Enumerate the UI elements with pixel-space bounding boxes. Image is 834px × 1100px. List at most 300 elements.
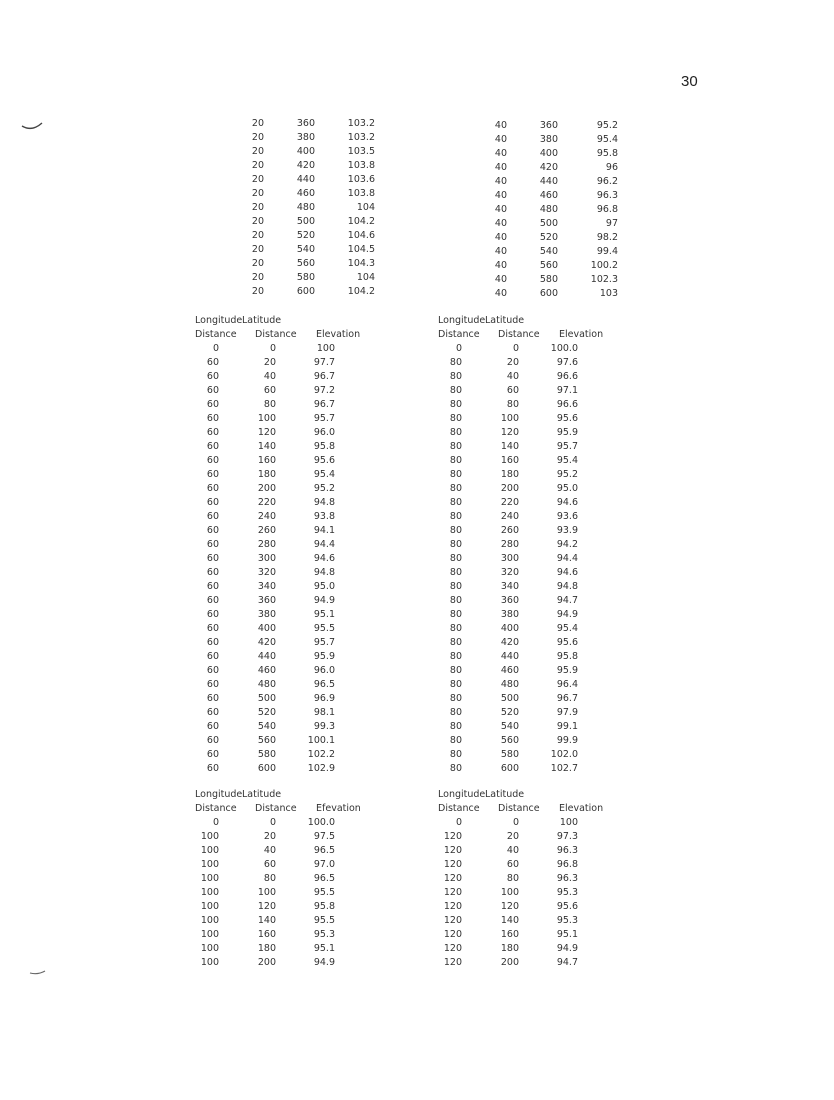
elevation-cell: 97.5 xyxy=(313,831,335,842)
elevation-cell: 97.6 xyxy=(556,357,578,368)
elevation-cell: 95.7 xyxy=(313,637,335,648)
latitude-distance-header: Distance xyxy=(255,329,297,340)
longitude-distance-cell: 20 xyxy=(251,118,264,129)
latitude-distance-cell: 120 xyxy=(500,427,519,438)
elevation-cell: 95.1 xyxy=(556,929,578,940)
longitude-distance-cell: 60 xyxy=(206,609,219,620)
elevation-cell: 103.2 xyxy=(347,132,375,143)
elevation-cell: 96.9 xyxy=(313,693,335,704)
table-row xyxy=(210,257,385,271)
elevation-header: Elevation xyxy=(559,329,604,340)
longitude-distance-cell: 80 xyxy=(449,441,462,452)
table-row xyxy=(438,356,628,370)
longitude-distance-cell: 60 xyxy=(206,553,219,564)
elevation-cell: 103.6 xyxy=(347,174,375,185)
elevation-cell: 96 xyxy=(605,162,618,173)
longitude-distance-cell: 60 xyxy=(206,567,219,578)
longitude-distance-cell: 80 xyxy=(449,399,462,410)
elevation-cell: 97 xyxy=(605,218,618,229)
table-row xyxy=(438,650,628,664)
latitude-distance-cell: 600 xyxy=(500,763,519,774)
latitude-distance-cell: 440 xyxy=(539,176,558,187)
elevation-cell: 95.1 xyxy=(313,609,335,620)
longitude-distance-cell: 80 xyxy=(449,679,462,690)
latitude-distance-cell: 360 xyxy=(257,595,276,606)
longitude-distance-cell: 120 xyxy=(443,859,462,870)
scan-mark-top xyxy=(20,120,44,132)
table-row xyxy=(438,412,628,426)
latitude-distance-cell: 560 xyxy=(500,735,519,746)
latitude-distance-cell: 540 xyxy=(539,246,558,257)
longitude-distance-cell: 80 xyxy=(449,385,462,396)
longitude-distance-cell: 40 xyxy=(494,260,507,271)
elevation-cell: 96.5 xyxy=(313,679,335,690)
longitude-distance-cell: 20 xyxy=(251,244,264,255)
longitude-distance-cell: 60 xyxy=(206,749,219,760)
table-row xyxy=(195,858,385,872)
elevation-cell: 96.8 xyxy=(556,859,578,870)
latitude-distance-cell: 60 xyxy=(506,859,519,870)
table-row xyxy=(195,650,385,664)
elevation-cell: 95.1 xyxy=(313,943,335,954)
elevation-cell: 96.7 xyxy=(313,399,335,410)
latitude-header: Latitude xyxy=(485,315,525,326)
data-block-bottom-left xyxy=(195,788,385,970)
longitude-distance-cell: 120 xyxy=(443,957,462,968)
longitude-distance-cell: 0 xyxy=(455,817,462,828)
data-block-top-right xyxy=(453,119,628,301)
table-row xyxy=(210,285,385,299)
table-row xyxy=(195,496,385,510)
elevation-cell: 97.2 xyxy=(313,385,335,396)
table-row xyxy=(195,398,385,412)
table-row xyxy=(453,189,628,203)
longitude-distance-cell: 80 xyxy=(449,371,462,382)
longitude-header: Longitude xyxy=(195,315,243,326)
table-row xyxy=(438,426,628,440)
longitude-distance-cell: 60 xyxy=(206,763,219,774)
longitude-distance-header: Distance xyxy=(195,329,237,340)
elevation-cell: 103.5 xyxy=(347,146,375,157)
latitude-distance-cell: 400 xyxy=(500,623,519,634)
table-row xyxy=(210,201,385,215)
elevation-cell: 94.4 xyxy=(556,553,578,564)
table-row xyxy=(438,928,628,942)
elevation-cell: 95.0 xyxy=(313,581,335,592)
column-headers xyxy=(438,788,628,816)
table-row xyxy=(438,510,628,524)
table-row xyxy=(195,580,385,594)
latitude-distance-cell: 200 xyxy=(257,957,276,968)
latitude-distance-cell: 100 xyxy=(500,413,519,424)
table-row xyxy=(210,159,385,173)
latitude-distance-cell: 160 xyxy=(500,455,519,466)
latitude-distance-cell: 140 xyxy=(500,915,519,926)
table-row xyxy=(438,816,628,830)
longitude-distance-cell: 40 xyxy=(494,190,507,201)
elevation-cell: 95.6 xyxy=(556,637,578,648)
latitude-distance-cell: 40 xyxy=(263,371,276,382)
elevation-cell: 96.0 xyxy=(313,665,335,676)
latitude-distance-cell: 500 xyxy=(296,216,315,227)
table-row xyxy=(210,215,385,229)
elevation-cell: 100 xyxy=(559,817,578,828)
latitude-distance-cell: 40 xyxy=(263,845,276,856)
table-row xyxy=(438,398,628,412)
longitude-distance-cell: 60 xyxy=(206,665,219,676)
elevation-cell: 95.8 xyxy=(313,441,335,452)
latitude-distance-cell: 300 xyxy=(500,553,519,564)
latitude-distance-cell: 320 xyxy=(257,567,276,578)
elevation-cell: 95.5 xyxy=(313,915,335,926)
latitude-distance-cell: 600 xyxy=(296,286,315,297)
elevation-cell: 95.2 xyxy=(556,469,578,480)
longitude-distance-cell: 80 xyxy=(449,721,462,732)
latitude-distance-cell: 580 xyxy=(539,274,558,285)
longitude-distance-cell: 80 xyxy=(449,413,462,424)
longitude-distance-cell: 100 xyxy=(200,845,219,856)
latitude-distance-cell: 0 xyxy=(512,343,519,354)
table-row xyxy=(438,454,628,468)
latitude-distance-cell: 440 xyxy=(500,651,519,662)
longitude-distance-cell: 60 xyxy=(206,511,219,522)
elevation-cell: 97.7 xyxy=(313,357,335,368)
elevation-cell: 96.3 xyxy=(596,190,618,201)
longitude-distance-cell: 40 xyxy=(494,232,507,243)
table-row xyxy=(210,145,385,159)
longitude-distance-cell: 60 xyxy=(206,399,219,410)
longitude-distance-cell: 60 xyxy=(206,651,219,662)
longitude-distance-cell: 80 xyxy=(449,623,462,634)
latitude-distance-cell: 20 xyxy=(263,831,276,842)
elevation-cell: 95.2 xyxy=(596,120,618,131)
elevation-cell: 96.5 xyxy=(313,845,335,856)
longitude-distance-cell: 80 xyxy=(449,497,462,508)
longitude-distance-cell: 80 xyxy=(449,609,462,620)
table-row xyxy=(195,524,385,538)
table-row xyxy=(453,259,628,273)
longitude-distance-cell: 0 xyxy=(212,343,219,354)
table-row xyxy=(195,622,385,636)
elevation-cell: 96.7 xyxy=(313,371,335,382)
longitude-distance-cell: 60 xyxy=(206,525,219,536)
elevation-cell: 95.4 xyxy=(596,134,618,145)
longitude-distance-cell: 60 xyxy=(206,735,219,746)
latitude-distance-cell: 520 xyxy=(539,232,558,243)
scan-mark-bottom xyxy=(28,968,48,976)
longitude-distance-cell: 20 xyxy=(251,216,264,227)
table-row xyxy=(438,886,628,900)
elevation-cell: 94.8 xyxy=(313,497,335,508)
longitude-distance-cell: 40 xyxy=(494,162,507,173)
latitude-distance-cell: 540 xyxy=(257,721,276,732)
latitude-distance-cell: 140 xyxy=(257,441,276,452)
longitude-distance-cell: 100 xyxy=(200,887,219,898)
longitude-distance-cell: 40 xyxy=(494,148,507,159)
longitude-distance-cell: 20 xyxy=(251,188,264,199)
latitude-distance-cell: 140 xyxy=(257,915,276,926)
longitude-distance-cell: 80 xyxy=(449,637,462,648)
table-row xyxy=(438,524,628,538)
table-row xyxy=(453,161,628,175)
longitude-distance-cell: 60 xyxy=(206,693,219,704)
latitude-distance-cell: 480 xyxy=(257,679,276,690)
longitude-distance-header: Distance xyxy=(438,329,480,340)
table-row xyxy=(438,580,628,594)
elevation-cell: 104.2 xyxy=(347,286,375,297)
table-row xyxy=(195,886,385,900)
table-row xyxy=(453,287,628,301)
latitude-distance-cell: 60 xyxy=(506,385,519,396)
table-row xyxy=(438,762,628,776)
elevation-cell: 97.1 xyxy=(556,385,578,396)
longitude-distance-cell: 20 xyxy=(251,272,264,283)
table-row xyxy=(195,636,385,650)
table-row xyxy=(453,175,628,189)
table-row xyxy=(195,816,385,830)
table-row xyxy=(438,636,628,650)
longitude-distance-cell: 80 xyxy=(449,665,462,676)
table-row xyxy=(453,133,628,147)
longitude-distance-cell: 40 xyxy=(494,176,507,187)
table-row xyxy=(438,692,628,706)
elevation-cell: 103.2 xyxy=(347,118,375,129)
elevation-cell: 95.4 xyxy=(556,623,578,634)
longitude-distance-cell: 80 xyxy=(449,567,462,578)
table-row xyxy=(195,608,385,622)
longitude-distance-cell: 80 xyxy=(449,553,462,564)
latitude-distance-cell: 160 xyxy=(500,929,519,940)
elevation-cell: 100 xyxy=(316,343,335,354)
column-headers xyxy=(195,788,385,816)
table-row xyxy=(453,203,628,217)
elevation-cell: 96.7 xyxy=(556,693,578,704)
table-row xyxy=(438,482,628,496)
latitude-distance-cell: 320 xyxy=(500,567,519,578)
elevation-cell: 95.6 xyxy=(556,901,578,912)
elevation-cell: 95.4 xyxy=(313,469,335,480)
elevation-cell: 95.3 xyxy=(556,915,578,926)
column-headers xyxy=(438,314,628,342)
latitude-distance-cell: 500 xyxy=(257,693,276,704)
table-row xyxy=(438,844,628,858)
elevation-cell: 95.8 xyxy=(556,651,578,662)
longitude-distance-cell: 40 xyxy=(494,246,507,257)
elevation-cell: 97.9 xyxy=(556,707,578,718)
latitude-distance-cell: 360 xyxy=(296,118,315,129)
table-row xyxy=(210,271,385,285)
longitude-distance-cell: 80 xyxy=(449,511,462,522)
table-row xyxy=(195,748,385,762)
longitude-distance-cell: 40 xyxy=(494,288,507,299)
elevation-header: Efevation xyxy=(316,803,361,814)
elevation-cell: 103.8 xyxy=(347,160,375,171)
latitude-distance-cell: 500 xyxy=(500,693,519,704)
latitude-distance-cell: 520 xyxy=(257,707,276,718)
latitude-distance-cell: 520 xyxy=(500,707,519,718)
table-row xyxy=(195,384,385,398)
longitude-distance-cell: 60 xyxy=(206,637,219,648)
elevation-cell: 102.9 xyxy=(307,763,335,774)
longitude-distance-cell: 100 xyxy=(200,943,219,954)
elevation-cell: 99.1 xyxy=(556,721,578,732)
longitude-distance-cell: 80 xyxy=(449,357,462,368)
latitude-distance-cell: 580 xyxy=(500,749,519,760)
latitude-header: Latitude xyxy=(242,789,282,800)
elevation-cell: 96.3 xyxy=(556,873,578,884)
table-row xyxy=(438,594,628,608)
latitude-distance-cell: 100 xyxy=(500,887,519,898)
table-row xyxy=(438,468,628,482)
table-row xyxy=(438,914,628,928)
longitude-header: Longitude xyxy=(438,789,486,800)
table-row xyxy=(195,734,385,748)
elevation-cell: 95.0 xyxy=(556,483,578,494)
table-row xyxy=(438,552,628,566)
elevation-cell: 103.8 xyxy=(347,188,375,199)
elevation-cell: 96.3 xyxy=(556,845,578,856)
longitude-distance-cell: 40 xyxy=(494,134,507,145)
longitude-distance-header: Distance xyxy=(195,803,237,814)
latitude-distance-cell: 200 xyxy=(257,483,276,494)
latitude-distance-cell: 80 xyxy=(506,399,519,410)
table-row xyxy=(438,342,628,356)
latitude-distance-cell: 380 xyxy=(257,609,276,620)
latitude-distance-cell: 520 xyxy=(296,230,315,241)
table-row xyxy=(195,510,385,524)
elevation-header: Elevation xyxy=(559,803,604,814)
table-row xyxy=(195,844,385,858)
latitude-distance-cell: 540 xyxy=(500,721,519,732)
table-row xyxy=(195,900,385,914)
longitude-distance-cell: 20 xyxy=(251,258,264,269)
latitude-distance-cell: 200 xyxy=(500,483,519,494)
elevation-cell: 94.1 xyxy=(313,525,335,536)
table-row xyxy=(195,830,385,844)
latitude-distance-cell: 60 xyxy=(263,385,276,396)
latitude-distance-cell: 420 xyxy=(500,637,519,648)
longitude-distance-cell: 60 xyxy=(206,413,219,424)
latitude-distance-cell: 420 xyxy=(539,162,558,173)
longitude-distance-cell: 60 xyxy=(206,371,219,382)
latitude-distance-cell: 20 xyxy=(506,831,519,842)
longitude-distance-cell: 40 xyxy=(494,204,507,215)
elevation-cell: 93.9 xyxy=(556,525,578,536)
elevation-cell: 95.5 xyxy=(313,623,335,634)
elevation-cell: 96.5 xyxy=(313,873,335,884)
table-row xyxy=(453,217,628,231)
table-row xyxy=(195,762,385,776)
longitude-distance-cell: 100 xyxy=(200,873,219,884)
longitude-distance-cell: 20 xyxy=(251,160,264,171)
table-row xyxy=(195,914,385,928)
table-row xyxy=(195,706,385,720)
elevation-cell: 94.6 xyxy=(556,497,578,508)
elevation-cell: 95.6 xyxy=(313,455,335,466)
elevation-cell: 94.6 xyxy=(313,553,335,564)
latitude-distance-cell: 560 xyxy=(539,260,558,271)
longitude-distance-cell: 80 xyxy=(449,651,462,662)
table-row xyxy=(195,942,385,956)
elevation-cell: 95.2 xyxy=(313,483,335,494)
elevation-cell: 93.6 xyxy=(556,511,578,522)
table-row xyxy=(195,454,385,468)
data-block-top-left xyxy=(210,117,385,299)
latitude-distance-cell: 260 xyxy=(257,525,276,536)
latitude-distance-cell: 360 xyxy=(500,595,519,606)
latitude-distance-cell: 0 xyxy=(269,817,276,828)
longitude-distance-cell: 60 xyxy=(206,679,219,690)
longitude-distance-cell: 60 xyxy=(206,427,219,438)
elevation-cell: 95.8 xyxy=(313,901,335,912)
data-block-bottom-right xyxy=(438,788,628,970)
data-block-mid-right xyxy=(438,314,628,776)
latitude-distance-header: Distance xyxy=(255,803,297,814)
elevation-cell: 102.7 xyxy=(550,763,578,774)
table-row xyxy=(453,245,628,259)
latitude-distance-cell: 300 xyxy=(257,553,276,564)
longitude-distance-cell: 60 xyxy=(206,357,219,368)
longitude-distance-cell: 60 xyxy=(206,385,219,396)
elevation-cell: 102.3 xyxy=(590,274,618,285)
table-row xyxy=(195,538,385,552)
table-row xyxy=(438,440,628,454)
longitude-header: Longitude xyxy=(438,315,486,326)
table-row xyxy=(438,942,628,956)
elevation-cell: 100.0 xyxy=(307,817,335,828)
table-row xyxy=(438,830,628,844)
longitude-distance-cell: 20 xyxy=(251,230,264,241)
latitude-distance-header: Distance xyxy=(498,329,540,340)
latitude-distance-cell: 340 xyxy=(257,581,276,592)
latitude-distance-cell: 80 xyxy=(263,399,276,410)
elevation-cell: 100.2 xyxy=(590,260,618,271)
elevation-cell: 94.7 xyxy=(556,957,578,968)
table-row xyxy=(438,496,628,510)
longitude-distance-cell: 120 xyxy=(443,901,462,912)
elevation-cell: 100.1 xyxy=(307,735,335,746)
longitude-distance-cell: 100 xyxy=(200,901,219,912)
elevation-cell: 96.2 xyxy=(596,176,618,187)
elevation-cell: 98.2 xyxy=(596,232,618,243)
longitude-distance-cell: 60 xyxy=(206,581,219,592)
longitude-distance-cell: 100 xyxy=(200,859,219,870)
longitude-distance-cell: 120 xyxy=(443,915,462,926)
table-row xyxy=(438,956,628,970)
latitude-distance-cell: 340 xyxy=(500,581,519,592)
longitude-header: Longitude xyxy=(195,789,243,800)
elevation-cell: 103 xyxy=(599,288,618,299)
table-row xyxy=(438,720,628,734)
elevation-cell: 102.0 xyxy=(550,749,578,760)
latitude-header: Latitude xyxy=(485,789,525,800)
longitude-distance-cell: 60 xyxy=(206,455,219,466)
latitude-distance-cell: 460 xyxy=(296,188,315,199)
latitude-distance-cell: 0 xyxy=(269,343,276,354)
table-row xyxy=(438,622,628,636)
elevation-cell: 95.4 xyxy=(556,455,578,466)
table-row xyxy=(438,858,628,872)
latitude-distance-cell: 240 xyxy=(500,511,519,522)
longitude-distance-cell: 120 xyxy=(443,845,462,856)
longitude-distance-cell: 80 xyxy=(449,427,462,438)
table-row xyxy=(438,748,628,762)
table-row xyxy=(453,147,628,161)
latitude-distance-cell: 560 xyxy=(257,735,276,746)
elevation-cell: 99.4 xyxy=(596,246,618,257)
longitude-distance-cell: 60 xyxy=(206,497,219,508)
table-row xyxy=(210,229,385,243)
